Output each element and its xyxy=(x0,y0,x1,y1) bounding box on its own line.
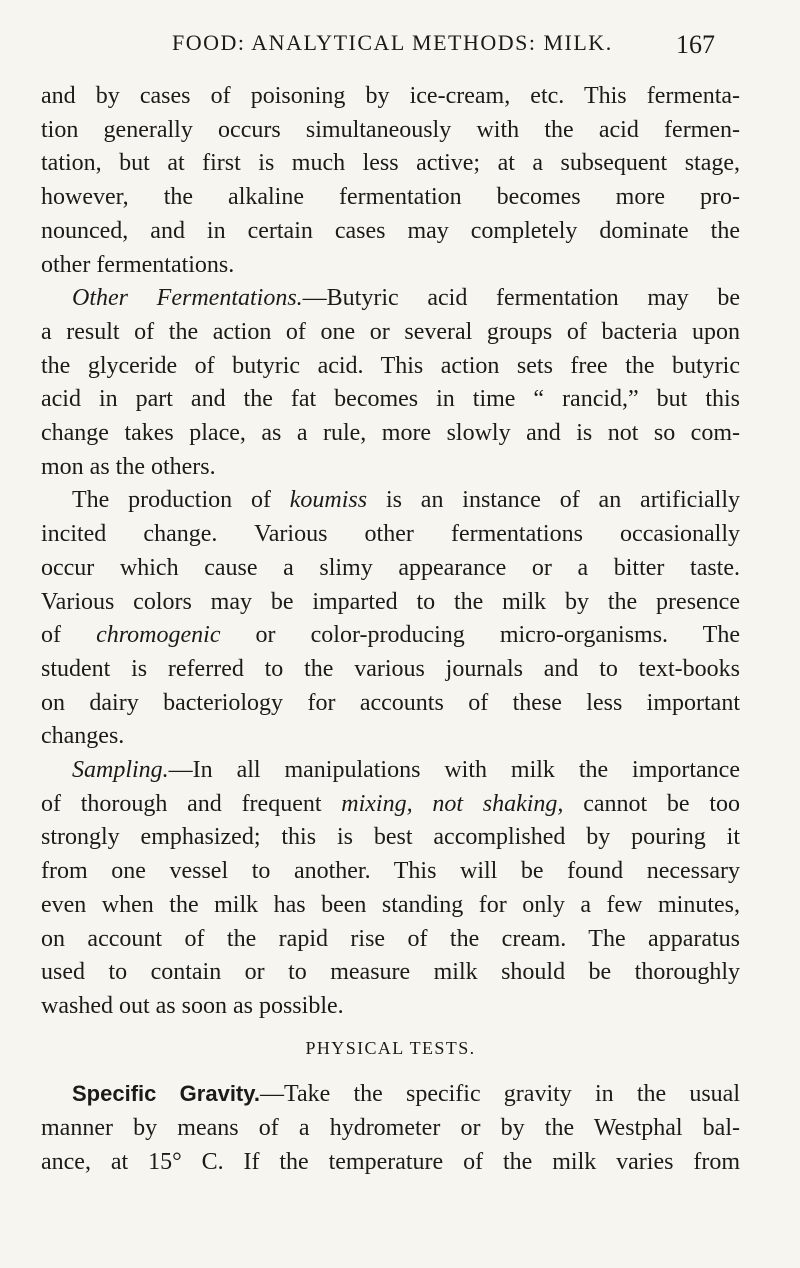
italic-term: koumiss xyxy=(289,487,368,514)
text-run: of thorough and frequent xyxy=(41,790,342,817)
text-line: nounced, and in certain cases may completely dominate the xyxy=(41,217,740,244)
text-run: or color-producing micro-organisms. The xyxy=(220,622,740,649)
text-line: ance, at 15° C. If the temperature of the milk varies from xyxy=(41,1148,740,1175)
text-line: however, the alkaline fermentation becomes more pro- xyxy=(41,184,740,211)
italic-term: mixing, not shaking, xyxy=(341,790,564,817)
text-line: on dairy bacteriology for accounts of these less important xyxy=(41,689,740,716)
text-line: tion generally occurs simultaneously with the acid fermen- xyxy=(41,116,740,143)
text-line: student is referred to the various journals and to text-books xyxy=(41,655,740,682)
text-line: and by cases of poisoning by ice-cream, etc. This fermenta- xyxy=(41,83,740,109)
text-line: other fermentations. xyxy=(41,251,235,278)
text-line: changes. xyxy=(41,723,125,750)
section-heading: PHYSICAL TESTS. xyxy=(305,1037,476,1058)
text-line: mon as the others. xyxy=(41,453,216,480)
text-line: on account of the rapid rise of the cream. The apparatus xyxy=(41,925,740,952)
paragraph-koumiss-first-line xyxy=(41,484,740,518)
text-line: occur which cause a slimy appearance or a bitter taste. xyxy=(41,554,740,581)
text-line: from one vessel to another. This will be found necessary xyxy=(41,858,740,885)
text-line: Various colors may be imparted to the milk by the presence xyxy=(41,588,740,615)
text-line: acid in part and the fat becomes in time “ rancid,” but this xyxy=(41,386,740,413)
text-run: —Take the specific gravity in the usual xyxy=(259,1081,740,1108)
paragraph-specific-gravity-first-line xyxy=(41,1077,740,1112)
text-run: The production of xyxy=(72,487,290,514)
text-line: strongly emphasized; this is best accomplished by pouring it xyxy=(41,824,740,851)
text-run: —In all manipulations with milk the importance xyxy=(168,757,740,784)
paragraph-sampling-first-line xyxy=(41,754,740,788)
text-run: is an instance of an artificially xyxy=(367,487,740,514)
page-number: 167 xyxy=(676,30,715,59)
text-line xyxy=(41,619,740,653)
text-run: cannot be too xyxy=(563,790,740,817)
run-in-heading: Other Fermentations. xyxy=(72,285,303,312)
text-line: a result of the action of one or several groups of bacteria upon xyxy=(41,318,740,345)
running-head: FOOD: ANALYTICAL METHODS: MILK. xyxy=(172,30,613,55)
text-line: change takes place, as a rule, more slowly and is not so com- xyxy=(41,420,740,447)
text-run: of xyxy=(41,622,97,649)
italic-term: chromogenic xyxy=(96,622,221,649)
body-text xyxy=(41,80,740,1180)
text-line: the glyceride of butyric acid. This action sets free the butyric xyxy=(41,352,740,379)
text-run: —Butyric acid fermentation may be xyxy=(302,285,740,312)
text-line xyxy=(41,788,740,822)
text-line: washed out as soon as possible. xyxy=(41,992,344,1019)
text-line: even when the milk has been standing for only a few minutes, xyxy=(41,891,740,918)
paragraph-other-fermentations-first-line xyxy=(41,282,740,316)
text-line: incited change. Various other fermentations occasionally xyxy=(41,521,740,548)
text-line: used to contain or to measure milk should be thoroughly xyxy=(41,959,740,986)
run-in-heading: Sampling. xyxy=(72,757,169,784)
text-line: manner by means of a hydrometer or by the Westphal bal- xyxy=(41,1115,740,1142)
run-in-heading: Specific Gravity. xyxy=(72,1081,260,1107)
text-line: tation, but at first is much less active; at a subsequent stage, xyxy=(41,150,740,177)
